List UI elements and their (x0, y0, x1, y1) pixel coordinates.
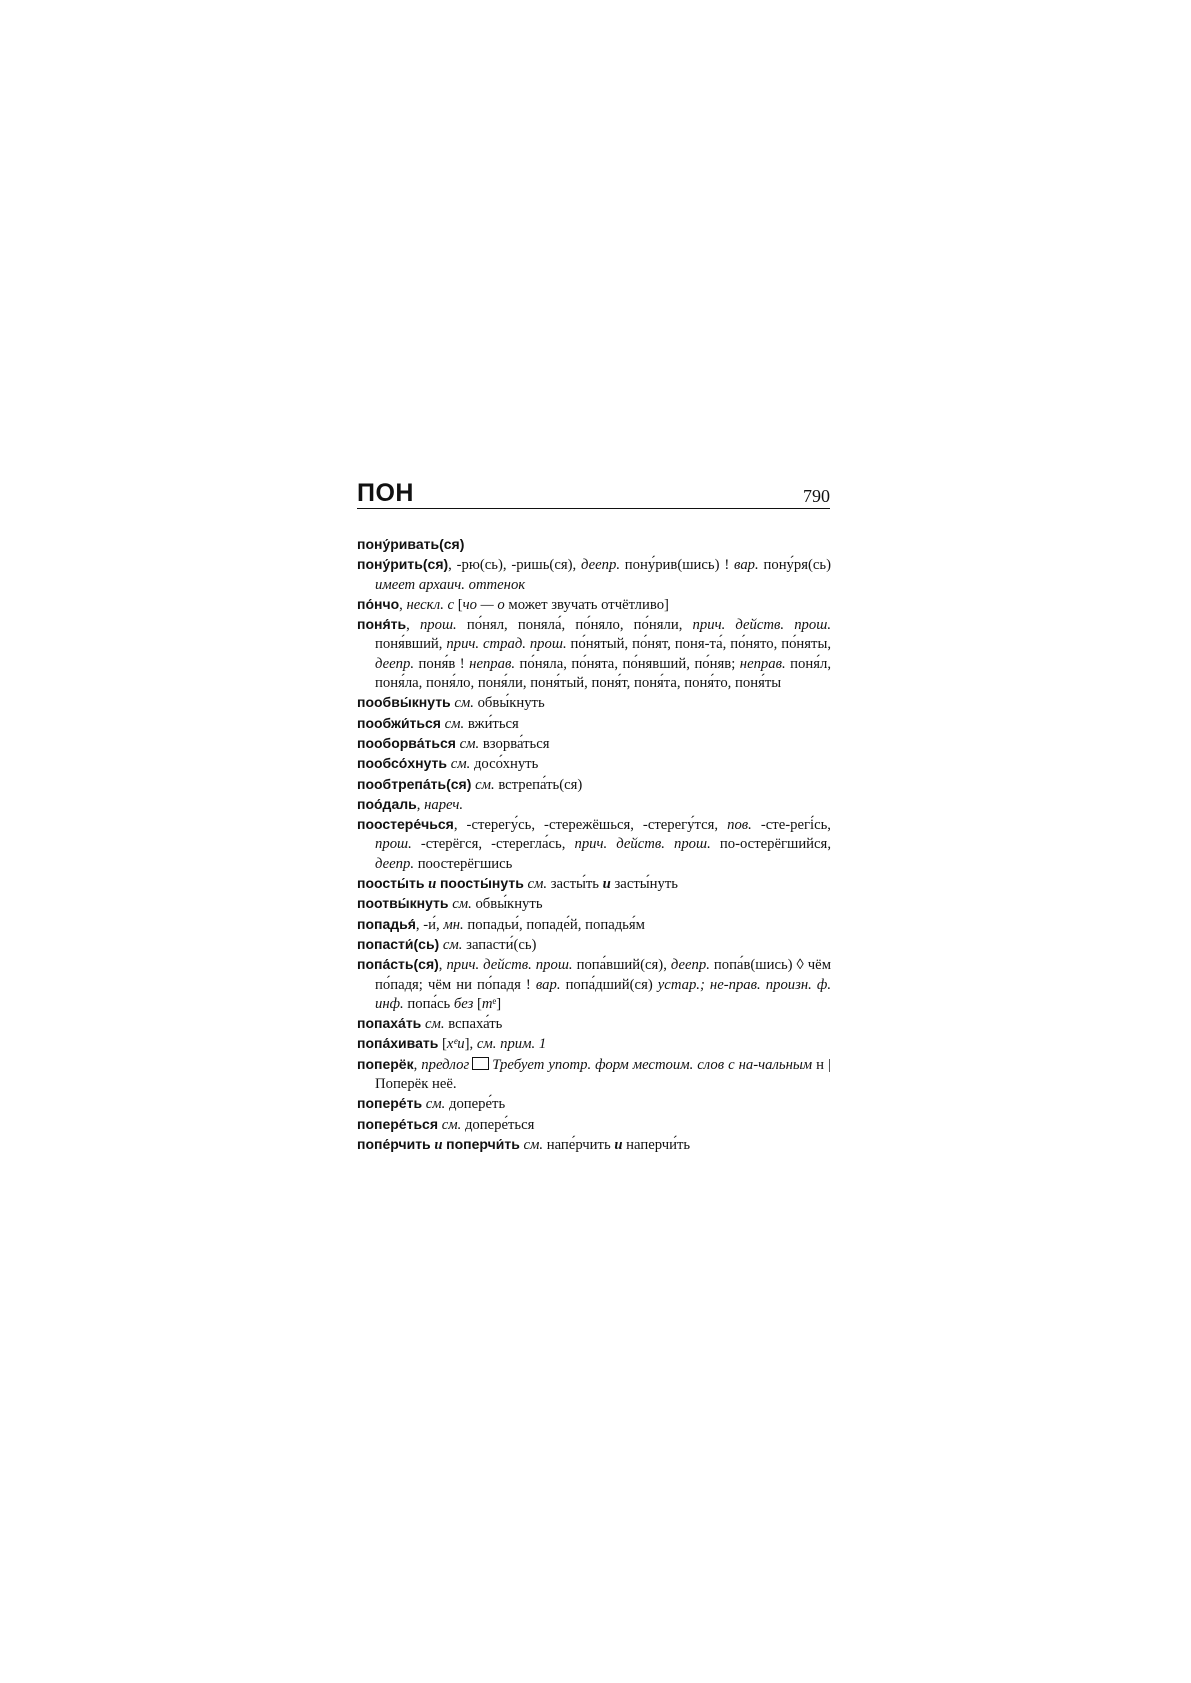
dictionary-entry (357, 874, 831, 894)
grammar-label: прич. действ. прош. (446, 957, 573, 974)
grammar-label: см. (450, 756, 471, 773)
grammar-label: нареч. (424, 796, 464, 813)
entry-text: -стерёгся, -стерегла́сь, (411, 836, 575, 853)
dictionary-entry (357, 1034, 831, 1054)
headword: поперёк (357, 1055, 414, 1072)
headword: попа́сть(ся) (357, 956, 439, 973)
entry-text: допере́ть (445, 1096, 506, 1113)
entry-text: обвы́кнуть (473, 695, 545, 712)
grammar-label: без (453, 995, 474, 1012)
grammar-label: см. (475, 776, 495, 793)
entry-text: н | Поперёк неё. (375, 1056, 831, 1093)
entry-text: допере́ться (461, 1116, 535, 1133)
grammar-label: см. (452, 896, 472, 913)
headword: поосты́нуть (439, 875, 524, 892)
grammar-label: см. (444, 715, 465, 732)
entry-text: [ (473, 995, 482, 1012)
grammar-label: вар. (535, 976, 561, 993)
entry-text: попа́дший(ся) (560, 976, 658, 993)
entry-text: вспаха́ть (444, 1016, 503, 1033)
entry-text: по́няла, по́нята, по́нявший, по́няв; (515, 655, 740, 672)
dictionary-entry (357, 693, 831, 713)
headword: поо́даль (357, 795, 417, 812)
grammar-label: деепр. (670, 957, 710, 974)
conjunction: и (614, 1136, 623, 1153)
grammar-label: устар.; не-прав. произн. ф. инф. (375, 976, 831, 1012)
grammar-label: см. (425, 1096, 446, 1113)
entry-text: взорва́ться (479, 735, 550, 752)
headword: попе́рчить (357, 1135, 431, 1152)
grammar-label: пов. (727, 817, 752, 834)
dictionary-entry (357, 1135, 831, 1155)
entry-text: запасти́(сь) (462, 936, 537, 953)
entry-text: ᵉ] (492, 995, 502, 1012)
entry-text: поостерёгшись (414, 855, 513, 872)
entry-text: ], (464, 1036, 477, 1053)
entry-text: , (413, 1056, 422, 1073)
headword: пообжи́ться (357, 714, 441, 731)
entry-text: пону́ря(сь) (758, 557, 832, 574)
grammar-label: см. (424, 1016, 445, 1033)
headword: пооборва́ться (357, 734, 456, 751)
entry-text: наперчи́ть (622, 1136, 691, 1153)
dictionary-entry (357, 1094, 831, 1114)
entry-text: , -и́, (415, 916, 444, 933)
grammar-label: прич. действ. прош. (574, 836, 711, 853)
grammar-label: прош. (375, 836, 412, 853)
dictionary-entry (357, 775, 831, 795)
conjunction: и (434, 1136, 443, 1153)
headword: попасти́(сь) (357, 935, 440, 952)
grammar-label: прич. действ. прош. (692, 617, 831, 634)
entry-text: напе́рчить (543, 1136, 615, 1153)
grammar-label: прич. страд. прош. (446, 636, 567, 653)
page-number: 790 (803, 486, 830, 506)
headword: пообсо́хнуть (357, 755, 448, 772)
entry-text: , -рю(сь), -ришь(ся), (448, 557, 581, 574)
dictionary-entry (357, 915, 831, 935)
entry-text: может звучать отчётливо] (504, 596, 669, 613)
grammar-label: см. прим. 1 (476, 1036, 547, 1053)
grammar-label: чо — о (462, 596, 505, 613)
entry-text: по́нял, поняла́, по́няло, по́няли, (456, 617, 693, 634)
headword: пообтрепа́ть(ся) (357, 775, 472, 792)
entry-text: засты́ть (547, 876, 603, 893)
headword: поня́ть (357, 616, 407, 633)
entry-text: попадьи́, попаде́й, попадья́м (463, 916, 645, 933)
entry-text: вжи́ться (464, 715, 519, 732)
grammar-label: см. (523, 1136, 544, 1153)
entry-text: -сте-регі́сь, (751, 817, 831, 834)
entry-text: встрепа́ть(ся) (494, 776, 583, 793)
dictionary-entry (357, 894, 831, 914)
page-header (357, 478, 830, 509)
conjunction: и (428, 876, 437, 893)
entry-text: поня́л, поня́ла, поня́ло, поня́ли, поня́тый, поня́т, поня́та, поня́то, поня́ты (375, 655, 831, 692)
dictionary-entry (357, 595, 831, 615)
dictionary-entry (357, 1014, 831, 1034)
entry-text: засты́нуть (610, 876, 678, 893)
grammar-label: имеет архаич. оттенок (375, 576, 526, 593)
entry-text: попа́сь (403, 995, 454, 1012)
grammar-label: прош. (419, 617, 457, 634)
conjunction: и (602, 876, 611, 893)
grammar-label: см. (459, 735, 480, 752)
headword: поостере́чься (357, 816, 454, 833)
grammar-label: мн. (443, 916, 464, 933)
grammar-label: неправ. (469, 655, 516, 672)
headword: пону́рить(ся) (357, 556, 449, 573)
grammar-label: деепр. (375, 655, 415, 672)
entry-text: , (416, 796, 425, 813)
entry-text: попа́в(шись) ◊ чём по́падя; чём ни по́падя ! (375, 957, 831, 993)
entry-text: досо́хнуть (470, 756, 539, 773)
headword: пообвы́кнуть (357, 694, 451, 711)
entry-text: по́нятый, по́нят, поня-та́, по́нято, по́няты, (566, 636, 831, 653)
entry-text: , (406, 617, 420, 634)
dictionary-entry (357, 714, 831, 734)
entry-text: , (438, 957, 447, 974)
entry-text: , (399, 596, 407, 613)
entry-text: [ (438, 1036, 447, 1053)
entry-text: поня́в ! (414, 655, 470, 672)
dictionary-entry (357, 935, 831, 955)
entry-text: поня́вший, (375, 636, 447, 653)
grammar-label: Требует употр. форм местоим. слов с на-чальным (492, 1056, 813, 1073)
frame-icon (472, 1057, 489, 1070)
dictionary-entry (357, 795, 831, 815)
headword: попадья́ (357, 915, 416, 932)
dictionary-entry (357, 1055, 831, 1095)
dictionary-entry (357, 754, 831, 774)
dictionary-entry (357, 815, 831, 874)
grammar-label: деепр. (375, 855, 415, 872)
grammar-label: т (481, 995, 493, 1012)
grammar-label: неправ. (739, 655, 786, 672)
headword: попа́хивать (357, 1035, 439, 1052)
headword: попере́ть (357, 1095, 423, 1112)
entry-text: по-остерёгшийся, (710, 836, 831, 853)
headword: по́нчо (357, 595, 400, 612)
entry-text: [ (454, 596, 463, 613)
grammar-label: хᵉи (446, 1036, 465, 1053)
running-head: ПОН (357, 479, 414, 507)
grammar-label: деепр. (580, 557, 620, 574)
headword: поперчи́ть (446, 1135, 520, 1152)
entry-text: пону́рив(шись) ! (620, 557, 735, 574)
entry-text: попа́вший(ся), (572, 957, 671, 974)
grammar-label: см. (454, 695, 474, 712)
headword: попаха́ть (357, 1015, 422, 1032)
entry-text: , -стерегу́сь, -стережёшься, -стерегу́тся, (453, 817, 728, 834)
dictionary-entry (357, 955, 831, 1014)
grammar-label: см. (441, 1116, 462, 1133)
grammar-label: предлог (421, 1056, 470, 1073)
dictionary-entry (357, 535, 831, 555)
dictionary-entries (357, 535, 831, 1155)
grammar-label: вар. (734, 557, 759, 574)
dictionary-entry (357, 615, 831, 693)
headword: пону́ривать(ся) (357, 536, 465, 552)
dictionary-entry (357, 1115, 831, 1135)
headword: поосты́ть (357, 875, 425, 892)
grammar-label: нескл. с (406, 596, 455, 613)
headword: поотвы́кнуть (357, 895, 449, 912)
entry-text: обвы́кнуть (471, 896, 543, 913)
grammar-label: см. (527, 876, 548, 893)
dictionary-entry (357, 555, 831, 595)
grammar-label: см. (442, 936, 463, 953)
headword: попере́ться (357, 1115, 439, 1132)
dictionary-entry (357, 734, 831, 754)
